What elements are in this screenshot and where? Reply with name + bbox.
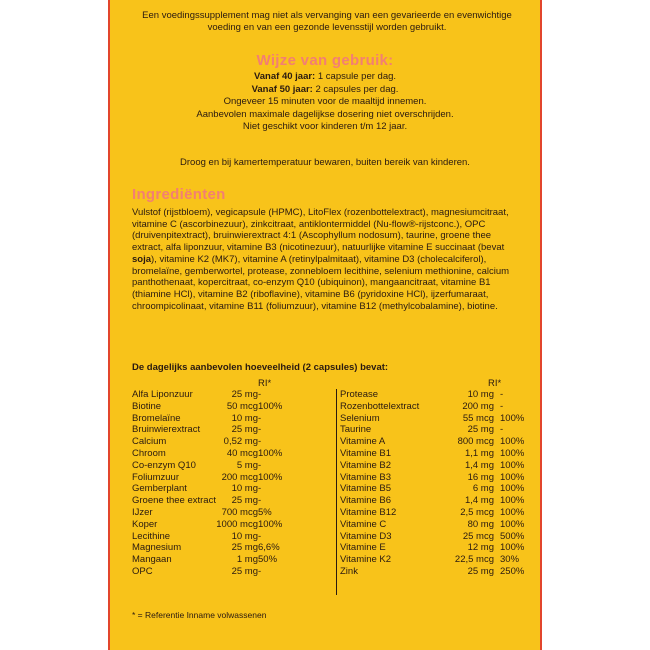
- nutrient-ri: -: [258, 483, 262, 495]
- nutrient-amount: 25 mg: [231, 495, 258, 507]
- nutrient-amount: 0,52 mg: [223, 436, 258, 448]
- rows-right: [340, 389, 530, 578]
- nutrient-amount: 5 mg: [236, 459, 258, 471]
- nutrient-amount: 6 mg: [472, 483, 494, 495]
- table-row: [340, 436, 530, 448]
- nutrient-ri: -: [500, 400, 504, 412]
- nutrient-amount: 25 mg: [231, 389, 258, 400]
- table-row: [340, 460, 530, 472]
- nutrient-name: Taurine: [340, 424, 372, 436]
- nutrient-amount: 40 mcg: [226, 447, 258, 459]
- label-panel: [108, 0, 542, 650]
- usage-line-1-bold: Vanaf 40 jaar:: [253, 71, 316, 82]
- nutrient-name: Zink: [340, 565, 358, 577]
- nutrient-amount: 1000 mcg: [216, 518, 258, 530]
- nutrient-ri: 100%: [500, 459, 525, 471]
- nutrient-ri: 100%: [500, 436, 525, 448]
- nutrient-ri: 100%: [500, 495, 525, 507]
- nutrient-amount: 55 mcg: [462, 412, 494, 424]
- nutrient-name: Vitamine E: [340, 542, 386, 554]
- table-row: [340, 424, 530, 436]
- nutrient-amount: 1 mg: [236, 554, 258, 566]
- table-row: [132, 554, 322, 566]
- nutrient-amount: 25 mg: [231, 565, 258, 577]
- table-row: [340, 448, 530, 460]
- nutrient-ri: 100%: [258, 447, 283, 459]
- nutrient-ri: -: [258, 424, 262, 436]
- nutrient-ri: 100%: [258, 518, 283, 530]
- nutrient-amount: 10 mg: [231, 483, 258, 495]
- nutrient-ri: 100%: [500, 471, 525, 483]
- nutrient-name: Vitamine B1: [340, 447, 392, 459]
- table-row: [132, 507, 322, 519]
- nutrient-amount: 1,4 mg: [464, 459, 494, 471]
- table-row: [132, 472, 322, 484]
- table-row: [132, 413, 322, 425]
- nutrient-ri: 30%: [500, 554, 520, 566]
- nutrient-amount: 700 mcg: [221, 506, 258, 518]
- nutrition-table-left: [132, 378, 322, 578]
- nutrient-name: Vitamine C: [340, 518, 387, 530]
- nutrient-ri: -: [258, 436, 262, 448]
- nutrient-amount: 25 mg: [231, 542, 258, 554]
- usage-line-5: Niet geschikt voor kinderen t/m 12 jaar.: [242, 121, 408, 133]
- usage-line-2: Vanaf 50 jaar: 2 capsules per dag.: [251, 83, 399, 95]
- table-row: [340, 531, 530, 543]
- nutrient-amount: 80 mg: [467, 518, 494, 530]
- nutrient-ri: 5%: [258, 506, 272, 518]
- usage-line-4: Aanbevolen maximale dagelijkse dosering niet overschrijden.: [196, 108, 454, 120]
- nutrient-name: Biotine: [132, 400, 162, 412]
- nutrient-amount: 1,1 mg: [464, 447, 494, 459]
- nutrient-ri: 100%: [500, 447, 525, 459]
- table-divider: [336, 389, 337, 595]
- nutrient-name: Vitamine B12: [340, 506, 397, 518]
- nutrient-name: Lecithine: [132, 530, 171, 542]
- nutrient-ri: -: [258, 530, 262, 542]
- nutrient-name: Bromelaïne: [132, 412, 181, 424]
- table-row: [340, 519, 530, 531]
- nutrient-ri: 100%: [258, 400, 283, 412]
- table-row: [132, 401, 322, 413]
- allergen-bold: soja: [132, 253, 152, 265]
- nutrient-name: Vitamine B5: [340, 483, 392, 495]
- nutrient-amount: 200 mcg: [221, 471, 258, 483]
- usage-line-2-bold: Vanaf 50 jaar:: [251, 83, 313, 95]
- nutrient-name: Foliumzuur: [132, 471, 179, 483]
- nutrition-table-heading: De dagelijks aanbevolen hoeveelheid (2 capsules) bevat:: [132, 362, 389, 373]
- nutrient-ri: -: [258, 412, 262, 424]
- nutrient-ri: 500%: [500, 530, 525, 542]
- table-row: [340, 554, 530, 566]
- nutrient-amount: 25 mg: [467, 565, 494, 577]
- footnote: * = Referentie Inname volwassenen: [132, 610, 267, 620]
- nutrient-amount: 25 mg: [467, 424, 494, 436]
- nutrient-name: Gemberplant: [132, 483, 187, 495]
- nutrient-name: Magnesium: [132, 542, 182, 554]
- nutrient-ri: 6,6%: [258, 542, 280, 554]
- table-row: [132, 483, 322, 495]
- nutrient-ri: 100%: [500, 483, 525, 495]
- ingredients-text: Vulstof (rijstbloem), vegicapsule (HPMC), LitoFlex (rozenbottelextract), magnesiumcitraat, vitamine C (ascorbinezuur), zinkcitraat, antiklontermiddel (Nu-flow®-rijstconc.), OPC (druivenpitextract), bruinwierextract 4:1 (Ascophyllum nodosum), taurine, groene thee extract, alfa liponzuur, vitamine B3 (nicotinezuur), natuurlijke vitamine E succinaat (bevat soja), vitamine K2 (MK7), vitamine A (retinylpalmitaat), vitamine D3 (cholecalciferol), bromelaïne, gemberwortel, protease, zonnebloem lecithine, selenium methionine, calcium panthothenaat, kopercitraat, co-enzym Q10 (ubiquinon), mangaancitraat, vitamine B1 (thiamine HCl), vitamine B2 (riboflavine), vitamine B6 (pyridoxine HCl), ijzerfumaraat, chroompicolinaat, vitamine B11 (foliumzuur), vitamine B12 (methylcobalamine), biotine.: [132, 207, 510, 312]
- nutrient-amount: 200 mg: [462, 400, 494, 412]
- ri-header-left: RI*: [258, 378, 272, 389]
- table-row: [340, 401, 530, 413]
- nutrient-ri: 100%: [500, 518, 525, 530]
- table-row: [340, 389, 530, 401]
- nutrient-name: Vitamine B3: [340, 471, 392, 483]
- nutrient-ri: 250%: [500, 565, 525, 577]
- nutrient-name: Rozenbottelextract: [340, 400, 420, 412]
- nutrient-name: Calcium: [132, 436, 167, 448]
- table-row: [132, 566, 322, 578]
- nutrient-amount: 50 mcg: [226, 400, 258, 412]
- nutrient-ri: 100%: [500, 542, 525, 554]
- nutrient-name: Vitamine B2: [340, 459, 392, 471]
- nutrient-name: Chroom: [132, 447, 166, 459]
- nutrient-amount: 12 mg: [467, 542, 494, 554]
- table-row: [132, 448, 322, 460]
- nutrient-name: Protease: [340, 389, 379, 400]
- table-row: [340, 413, 530, 425]
- table-row: [340, 542, 530, 554]
- nutrient-amount: 25 mcg: [462, 530, 494, 542]
- usage-line-1: Vanaf 40 jaar: 1 capsule per dag.: [253, 71, 397, 82]
- nutrient-name: OPC: [132, 565, 153, 577]
- nutrient-name: IJzer: [132, 506, 153, 518]
- nutrient-name: Vitamine K2: [340, 554, 392, 566]
- table-row: [340, 507, 530, 519]
- nutrient-name: Vitamine A: [340, 436, 386, 448]
- usage-instructions: [110, 71, 540, 134]
- nutrient-name: Groene thee extract: [132, 495, 216, 507]
- usage-heading: Wijze van gebruik:: [256, 52, 394, 69]
- nutrient-ri: -: [500, 389, 504, 400]
- nutrient-name: Co-enzym Q10: [132, 459, 196, 471]
- nutrient-ri: 100%: [258, 471, 283, 483]
- nutrient-amount: 10 mg: [231, 412, 258, 424]
- nutrient-amount: 800 mcg: [457, 436, 494, 448]
- table-row: [132, 531, 322, 543]
- nutrient-name: Selenium: [340, 412, 380, 424]
- nutrient-amount: 10 mg: [467, 389, 494, 400]
- nutrient-ri: 100%: [500, 412, 525, 424]
- usage-line-3: Ongeveer 15 minuten voor de maaltijd innemen.: [223, 96, 427, 108]
- table-row: [132, 495, 322, 507]
- nutrient-amount: 1,4 mg: [464, 495, 494, 507]
- nutrient-ri: 50%: [258, 554, 278, 566]
- nutrient-ri: 100%: [500, 506, 525, 518]
- nutrient-ri: -: [500, 424, 504, 436]
- nutrient-name: Vitamine B6: [340, 495, 392, 507]
- table-row: [340, 495, 530, 507]
- ingredients-heading: Ingrediënten: [132, 186, 226, 203]
- nutrient-ri: -: [258, 459, 262, 471]
- nutrient-ri: -: [258, 495, 262, 507]
- nutrient-amount: 22,5 mcg: [454, 554, 494, 566]
- nutrient-amount: 16 mg: [467, 471, 494, 483]
- table-row: [132, 460, 322, 472]
- storage-text: Droog en bij kamertemperatuur bewaren, buiten bereik van kinderen.: [180, 157, 470, 168]
- nutrient-name: Alfa Liponzuur: [132, 389, 193, 400]
- table-row: [132, 542, 322, 554]
- table-row: [340, 472, 530, 484]
- table-row: [132, 424, 322, 436]
- nutrient-name: Vitamine D3: [340, 530, 392, 542]
- rows-left: [132, 389, 322, 578]
- table-row: [340, 566, 530, 578]
- nutrient-name: Mangaan: [132, 554, 172, 566]
- nutrient-ri: -: [258, 389, 262, 400]
- table-row: [340, 483, 530, 495]
- nutrient-name: Bruinwierextract: [132, 424, 201, 436]
- table-row: [132, 519, 322, 531]
- nutrient-ri: -: [258, 565, 262, 577]
- table-row: [132, 436, 322, 448]
- nutrition-table-right: [340, 378, 530, 578]
- nutrient-amount: 10 mg: [231, 530, 258, 542]
- nutrient-name: Koper: [132, 518, 158, 530]
- nutrient-amount: 2,5 mcg: [460, 506, 494, 518]
- intro-text: Een voedingssupplement mag niet als vervanging van een gevarieerde en evenwichtige voeding en van een gezonde levensstijl worden gebruikt.: [142, 10, 512, 33]
- ri-header-right: RI*: [488, 378, 502, 389]
- nutrient-amount: 25 mg: [231, 424, 258, 436]
- table-row: [132, 389, 322, 401]
